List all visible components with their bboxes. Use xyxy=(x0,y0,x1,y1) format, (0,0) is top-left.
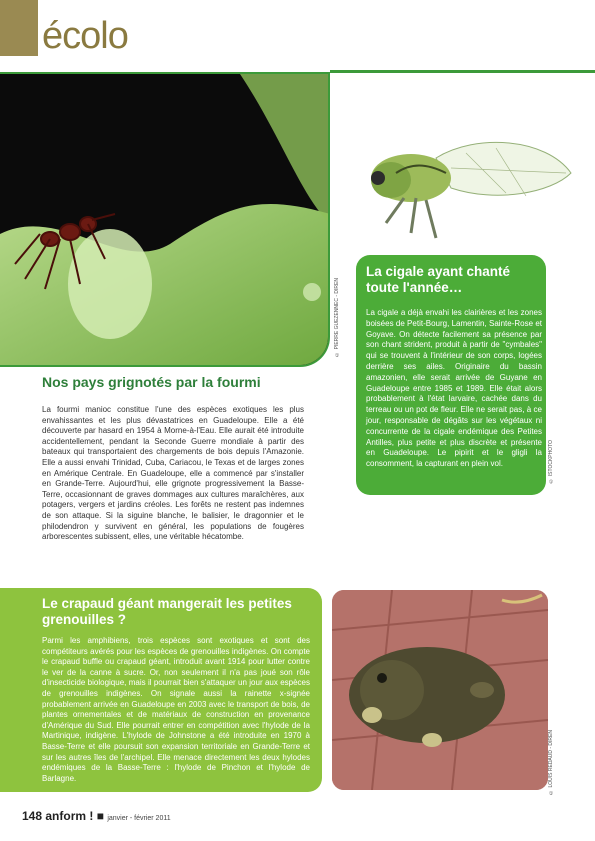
toad-photo-credit: © LOUIS REDAUD - DIREN xyxy=(548,730,554,795)
magazine-name: anform ! xyxy=(45,809,94,823)
ant-body-text: La fourmi manioc constitue l'une des espèces exotiques les plus envahissantes et les plus dévastatrices en Guadeloupe. Elle a été découverte par hasard en 1954 à Morne-à-l'Eau. Elle aurait été introduite accidentellement, pendant la Seconde Guerre mondiale à partir des bateaux qui transportaient des chargements de bois depuis l'Amazonie. Elle a aussi envahi Trinidad, Cuba, Cariacou, le Texas et de larges zones en Amérique Centrale. En Guadeloupe, elle a commencé par s'installer en Grande-Terre. Aujourd'hui, elle grignote progressivement la Basse-Terre, occasionnant de graves dommages aux cultures maraîchères, aux potagers, vergers et jardins créoles. Les forêts ne restent pas indemnes de son attaque. Si la siguine blanche, le balisier, le dragonnier et le philodendron y survivent en général, les populations de fougères arborescentes subissent, elles, une véritable hécatombe. xyxy=(42,405,304,542)
toad-body-text: Parmi les amphibiens, trois espèces sont exotiques et sont des compétiteurs avérés pour les espèces de grenouilles indigènes. On compte le crapaud buffle ou crapaud géant, introduit avant 1914 pour lutter contre le ver de la canne à sucre. Or, non seulement il n'a pas joué son rôle d'insecticide biologique, mais il pourrait bien s'attaquer un jour aux espèces de grenouilles indigènes. On signale aussi la rainette x-signée probablement arrivée en Guadeloupe en 2003 avec le transport de bois, de plantes ornementales et de matériaux de construction en provenance d'Amérique du Sud. Elle pourrait entrer en compétition avec l'hylode de la Martinique, indigène. L'hylode de Johnstone a été introduite en 1970 à Basse-Terre et elle poursuit son expansion territoriale en Grande-Terre et sur les autres îles de l'archipel. Elle menace directement les deux hylodes endémiques de la Basse-Terre : l'hylode de Pinchon et l'hylode de Barlagne. xyxy=(42,636,310,783)
cicada-body-text: La cigale a déjà envahi les clairières et les zones boisées de Petit-Bourg, Lamentin, Sainte-Rose et Goyave. On détecte facilement sa présence par son chant strident, produit à partir de "cymbales" qui se trouvent à l'intérieur de son corps, logées derrière ses ailes. Originaire du bassin amazonien, elle serait arrivée de Guyane en Guadeloupe entre 1985 et 1989. Elle était alors probablement à l'état larvaire, cachée dans du terreau ou un pot de fleur. Elle ne serait pas, à ce jour, responsable de dégâts sur les végétaux ni concurrente de la cigale endémique des Petites Antilles, plus petite et plus discrète et présente en Guadeloupe. Le pipirit et le gligli la consomment, la capturant en plein vol. xyxy=(366,308,542,469)
cicada-illustration xyxy=(356,118,576,248)
toad-photo xyxy=(332,590,548,790)
ant-heading: Nos pays grignotés par la fourmi xyxy=(42,374,261,390)
ant-leaf-illustration xyxy=(0,74,330,367)
section-title: écolo xyxy=(42,15,128,57)
divider-line xyxy=(330,70,595,73)
cicada-heading: La cigale ayant chanté toute l'année… xyxy=(366,264,511,295)
toad-illustration xyxy=(332,590,548,790)
footer-marker: ■ xyxy=(96,809,104,823)
cicada-photo-credit: © ISTOCKPHOTO xyxy=(548,440,554,484)
ant-photo-credit: © PIERRE GUEZENNEC - DIREN xyxy=(334,278,340,357)
ant-photo xyxy=(0,72,330,367)
issue-date: janvier - février 2011 xyxy=(107,815,171,822)
page-number: 148 xyxy=(22,809,43,823)
page-footer xyxy=(22,809,171,823)
toad-heading: Le crapaud géant mangerait les petites grenouilles ? xyxy=(42,596,292,627)
section-color-block xyxy=(0,0,38,56)
